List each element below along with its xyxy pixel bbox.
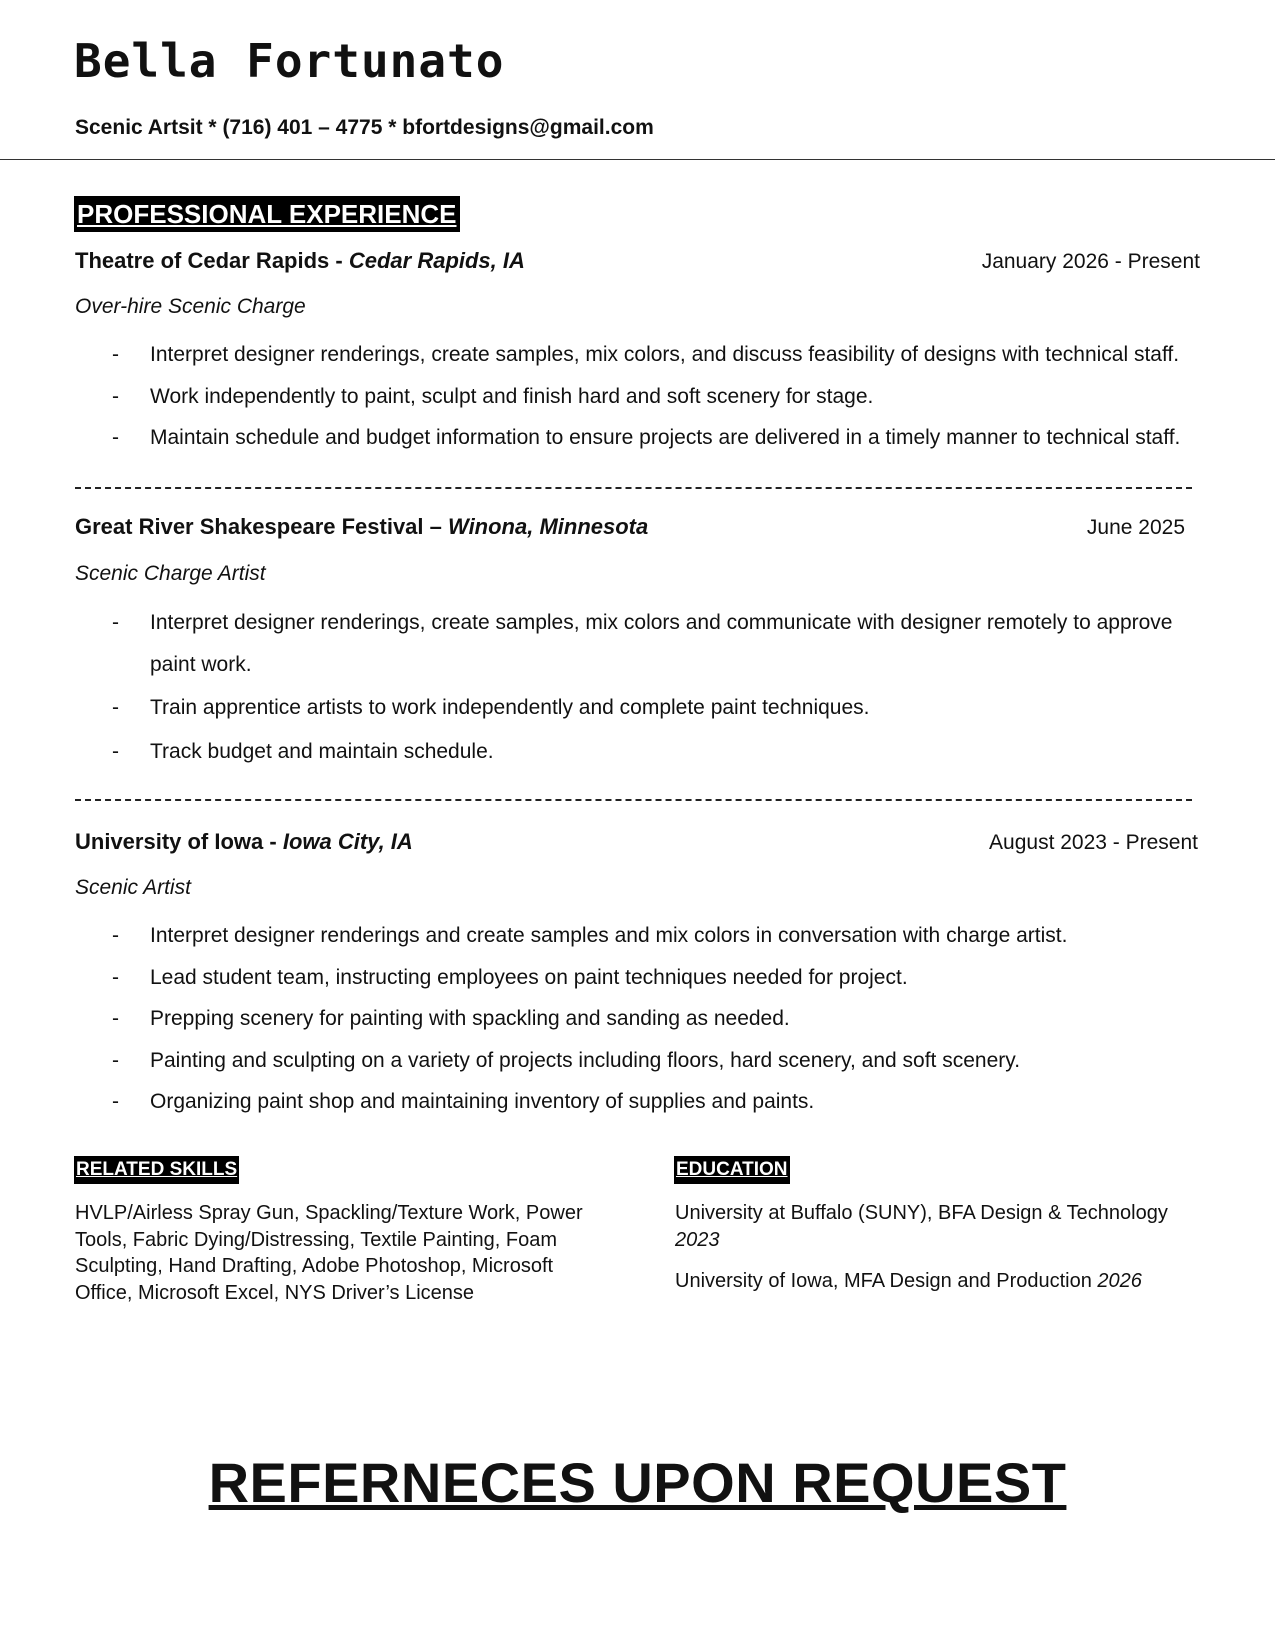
resume-name: Bella Fortunato [74,34,505,88]
section-heading-education: EDUCATION [674,1156,790,1184]
job-dates: August 2023 - Present [989,831,1198,854]
job-title [75,829,413,855]
bullet-marker: - [112,1007,119,1030]
list-item [112,376,1192,418]
list-item [112,957,1192,999]
list-item [112,1040,1192,1082]
job-title [75,248,525,274]
list-item-text: Painting and sculpting on a variety of projects including floors, hard scenery, and soft scenery. [150,1049,1021,1072]
list-item-text: Track budget and maintain schedule. [150,740,494,763]
job-location: Cedar Rapids, IA [348,248,525,273]
list-item-text: Work independently to paint, sculpt and finish hard and soft scenery for stage. [150,385,874,408]
references-banner [0,1450,1275,1515]
job-title [75,514,648,540]
section-heading-experience: PROFESSIONAL EXPERIENCE [74,196,460,232]
list-item [112,334,1192,376]
education-text: University at Buffalo (SUNY), BFA Design & Technology [675,1202,1168,1224]
bullet-marker: - [112,740,119,763]
list-item [112,602,1192,686]
job-organization: Theatre of Cedar Rapids - [75,248,349,273]
bullet-marker: - [112,611,119,634]
education-year: 2023 [675,1228,720,1251]
job-role: Scenic Artist [75,876,191,899]
list-item [112,687,1192,729]
bullet-marker: - [112,966,119,989]
skills-text: HVLP/Airless Spray Gun, Spackling/Texture Work, Power Tools, Fabric Dying/Distressing, Textile Painting, Foam Sculpting, Hand Drafting, Adobe Photoshop, Microsoft Office, Microsoft Excel, NYS Driver’s License [75,1202,583,1304]
list-item-text: Interpret designer renderings, create samples, mix colors, and discuss feasibility of designs with technical staff. [150,343,1180,366]
header-divider [0,159,1275,160]
bullet-marker: - [112,1049,119,1072]
job-role: Over-hire Scenic Charge [75,295,306,318]
bullet-marker: - [112,343,119,366]
job-location: Iowa City, IA [282,829,413,854]
job-dates: June 2025 [1086,516,1185,539]
education-text: University of Iowa, MFA Design and Production [675,1270,1098,1292]
contact-line: Scenic Artsit * (716) 401 – 4775 * bfortdesigns@gmail.com [75,116,654,139]
list-item [112,731,1192,773]
list-item-text: Interpret designer renderings, create samples, mix colors and communicate with designer remotely to approve paint work. [150,611,1173,676]
education-item [675,1268,1195,1295]
bullet-marker: - [112,385,119,408]
education-item [675,1200,1195,1253]
bullet-marker: - [112,1090,119,1113]
job-dates: January 2026 - Present [981,250,1200,273]
list-item [112,1081,1192,1123]
list-item-text: Interpret designer renderings and create samples and mix colors in conversation with charge artist. [150,924,1068,947]
list-item [112,915,1192,957]
list-item [112,417,1192,459]
references-text: REFERNECES UPON REQUEST [208,1451,1067,1514]
list-item-text: Organizing paint shop and maintaining inventory of supplies and paints. [150,1090,815,1113]
list-item-text: Prepping scenery for painting with spackling and sanding as needed. [150,1007,790,1030]
list-item-text: Lead student team, instructing employees on paint techniques needed for project. [150,966,908,989]
list-item [112,998,1192,1040]
bullet-marker: - [112,924,119,947]
education-year: 2026 [1097,1270,1142,1292]
section-heading-skills: RELATED SKILLS [74,1156,239,1184]
list-item-text: Maintain schedule and budget information to ensure projects are delivered in a timely manner to technical staff. [150,426,1181,449]
bullet-marker: - [112,426,119,449]
job-location: Winona, Minnesota [448,514,649,539]
dashed-divider [75,799,1192,801]
dashed-divider [75,487,1192,489]
bullet-marker: - [112,696,119,719]
job-role: Scenic Charge Artist [75,562,266,585]
job-organization: University of Iowa - [75,829,283,854]
list-item-text: Train apprentice artists to work independently and complete paint techniques. [150,696,870,719]
job-organization: Great River Shakespeare Festival – [75,514,448,539]
